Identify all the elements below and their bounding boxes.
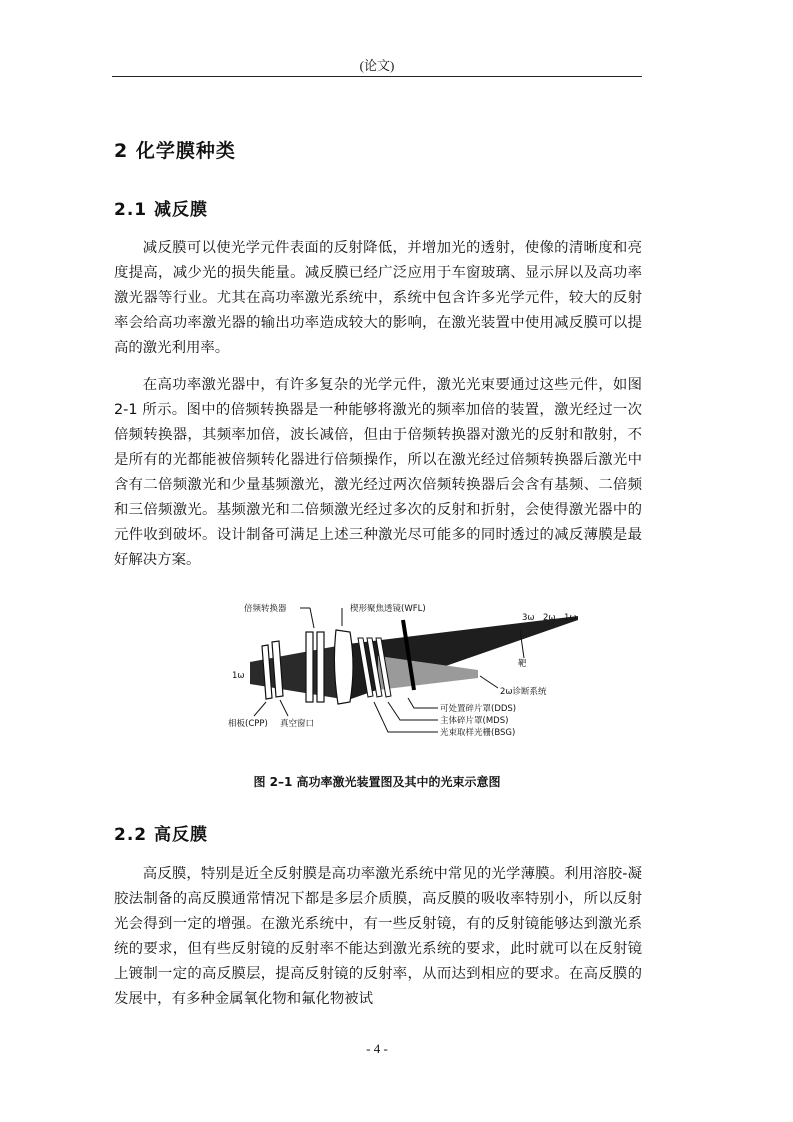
page-number: - 4 -: [366, 1041, 388, 1056]
pointer-mds: [388, 702, 438, 720]
label-omega-2: 2ω: [543, 613, 556, 623]
pointer-cpp: [254, 702, 266, 716]
label-diag: 2ω诊断系统: [500, 687, 547, 697]
label-dds: 可处置碎片罩(DDS): [440, 704, 517, 714]
pointer-bsg: [374, 702, 438, 732]
wedge-lens: [334, 630, 353, 704]
label-freq-converter: 倍频转换器: [244, 604, 287, 614]
pointer-dds: [408, 698, 438, 708]
cpp-plate: [262, 645, 272, 699]
paragraph-2: 在高功率激光器中，有许多复杂的光学元件，激光光束要通过这些元件，如图 2-1 所示。图中的倍频转换器是一种能够将激光的频率加倍的装置，激光经过一次倍频转换器，其频率加倍，波长减倍，但由于倍频转换器对激光的反射和散射，不是所有的光都能被倍频转化器进行倍频操作，所以在激光经过倍频转换器后激光中含有二倍频激光和少量基频激光，激光经过两次倍频转换器后会含有基频、二倍频和三倍频激光。基频激光和二倍频激光经过多次的反射和折射，会使得激光器中的元件收到破坏。设计制备可满足上述三种激光尽可能多的同时透过的减反薄膜是最好解决方案。: [114, 377, 642, 568]
pointer-window: [280, 700, 288, 716]
page-header: (论文): [359, 58, 395, 73]
converter-crystal-1: [306, 632, 313, 702]
laser-diagram: [228, 598, 588, 746]
label-omega-1: 1ω: [564, 613, 577, 623]
laser-setup-figure: [228, 598, 588, 750]
label-target: 靶: [518, 659, 527, 669]
subsection-title-2-2: 2.2 高反膜: [114, 825, 209, 845]
section-title: 2 化学膜种类: [114, 140, 236, 162]
label-window: 真空窗口: [280, 719, 315, 729]
label-omega-in: 1ω: [232, 671, 245, 681]
figure-caption: 图 2–1 高功率激光装置图及其中的光束示意图: [253, 775, 501, 789]
label-bsg: 光束取样光栅(BSG): [440, 728, 516, 738]
label-omega-3: 3ω: [522, 613, 535, 623]
header-rule: [112, 76, 642, 77]
paragraph-3: 高反膜，特别是近全反射膜是高功率激光系统中常见的光学薄膜。利用溶胶-凝胶法制备的高反膜通常情况下都是多层介质膜，高反膜的吸收率特别小，所以反射光会得到一定的增强。在激光系统中，有一些反射镜，有的反射镜能够达到激光系统的要求，但有些反射镜的反射率不能达到激光系统的要求，此时就可以在反射镜上镀制一定的高反膜层，提高反射镜的反射率，从而达到相应的要求。在高反膜的发展中，有多种金属氧化物和氟化物被试: [114, 866, 642, 1007]
label-mds: 主体碎片罩(MDS): [440, 716, 509, 726]
label-cpp: 相板(CPP): [228, 719, 268, 729]
arrow-diag: [480, 676, 498, 688]
vacuum-window: [272, 641, 283, 697]
subsection-title-2-1: 2.1 减反膜: [114, 200, 209, 220]
paragraph-1: 减反膜可以使光学元件表面的反射降低，并增加光的透射，使像的清晰度和亮度提高，减少光的损失能量。减反膜已经广泛应用于车窗玻璃、显示屏以及高功率激光器等行业。尤其在高功率激光系统中，系统中包含许多光学元件，较大的反射率会给高功率激光器的输出功率造成较大的影响，在激光装置中使用减反膜可以提高的激光利用率。: [114, 240, 642, 356]
converter-crystal-2: [317, 632, 324, 702]
label-wedge-lens: 楔形聚焦透镜(WFL): [350, 604, 426, 614]
arrow-converter-drop: [310, 608, 314, 628]
